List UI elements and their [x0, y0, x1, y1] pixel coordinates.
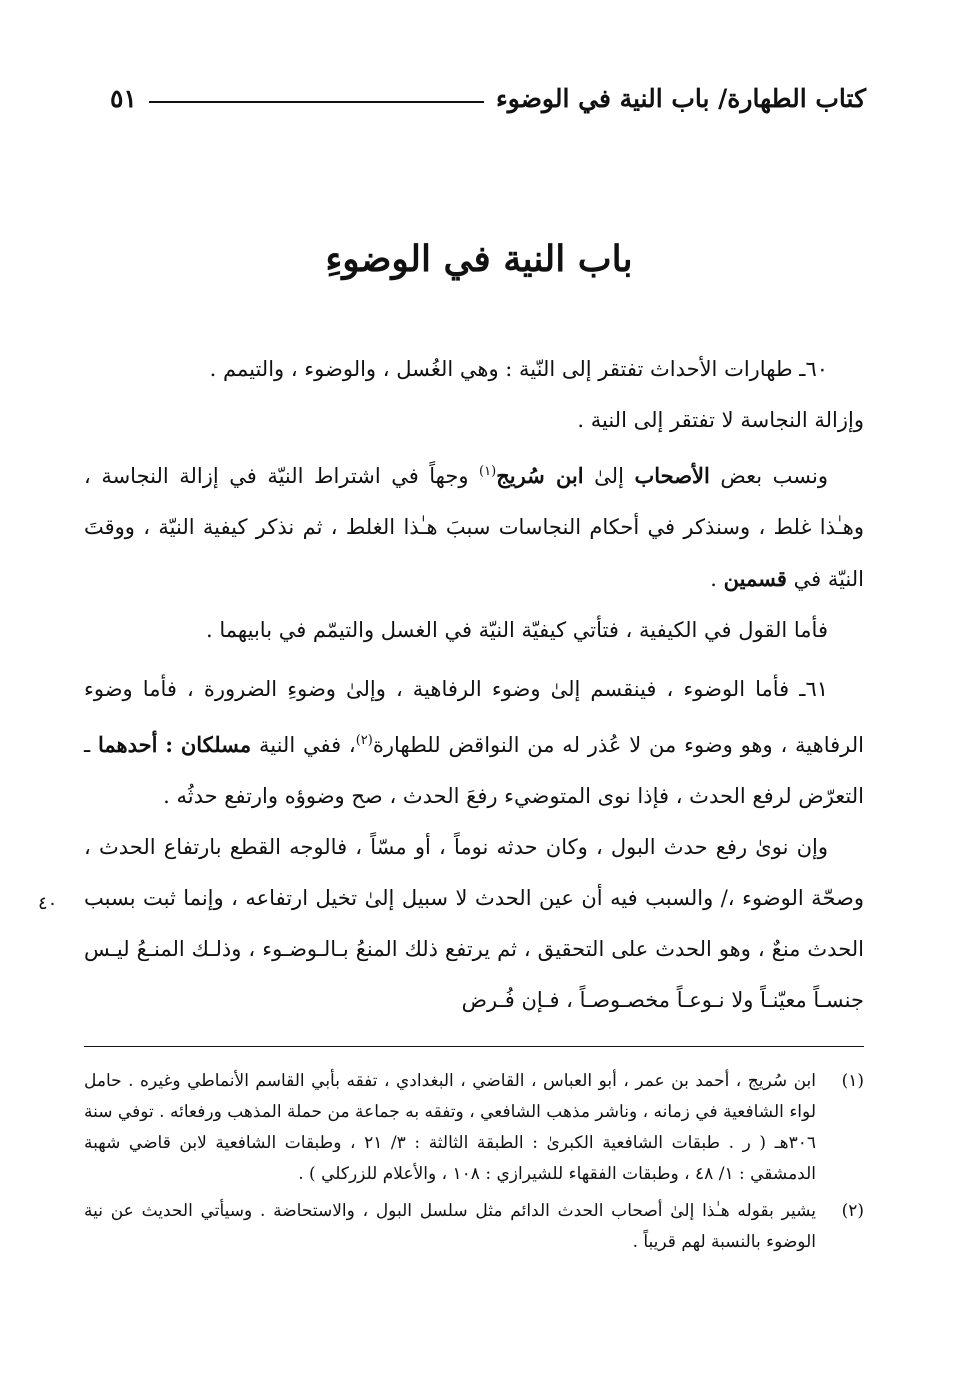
attribution-qismayn: قسمين — [723, 566, 787, 591]
p-bawl-line4: بـالـوضـوء ، وذلـك المنـعُ ليـس جنسـاً معيّنـاً ولا نـوعـاً مخصـوصـاً ، فـإن فُـرض — [84, 937, 864, 1012]
paragraph-61 — [84, 664, 864, 822]
p-bawl-line2: الحدث ، وصحّة الوضوء ،/ والسبب فيه أن عين الحدث لا سبيل إلىٰ تخيل ارتفاعه ، — [84, 835, 864, 910]
running-header — [110, 78, 866, 118]
header-rule — [149, 101, 484, 103]
footnote-2 — [84, 1196, 864, 1258]
chapter-title: باب النية في الوضوءِ — [325, 238, 633, 280]
attribution-line2: وهـٰذا غلط ، وسنذكر في أحكام النجاسات سببَ هـٰذا الغلط ، ثم نذكر كيفية النيّة ، — [143, 515, 864, 539]
footnote-ref-1[interactable]: (١) — [479, 464, 497, 479]
page-number: ٥١ — [110, 83, 137, 113]
p-bawl-line1: وإن نوىٰ رفع حدث البول ، وكان حدثه نوماً ، أو مسّاً ، فالوجه القطع بارتفاع — [163, 835, 828, 859]
footnote-text: ابن سُريج ، أحمد بن عمر ، أبو العباس ، القاضي ، البغدادي ، تفقه بأبي القاسم الأنماطي وغيره . حامل لواء الشافعية في زمانه ، وناشر مذهب الشافعي ، وتفقه به جماعة من حملة المذهب ورفعائه . توفي سنة ٣٠٦هـ ( ر . طبقات الشافعية الكبرىٰ : الطبقة الثالثة : ٣/ ٢١ ، وطبقات الشافعية لابن قاضي شهبة الدمشقي : ١/ ٤٨ ، وطبقات الفقهاء للشيرازي : ١٠٨ ، والأعلام للزركلي ) . — [84, 1071, 816, 1184]
footnote-number: (٢) — [841, 1201, 864, 1221]
footnote-text: يشير بقوله هـٰذا إلىٰ أصحاب الحدث الدائم مثل سلسل البول ، والاستحاضة . وسيأتي الحديث عن نية الوضوء بالنسبة لهم قريباً . — [84, 1201, 816, 1252]
paragraph-kayfiyya: فأما القول في الكيفية ، فتأتي كيفيّة النيّة في الغسل والتيمّم في بابيهما . — [206, 618, 828, 642]
p61-maslakan: مسلكان — [180, 732, 252, 757]
attribution-line3-pre: ووقتَ النيّة في — [84, 515, 864, 591]
footnote-rule — [84, 1046, 864, 1047]
p61-colon: : — [165, 732, 173, 757]
footnote-1 — [84, 1066, 864, 1190]
attribution-line3-post: . — [710, 567, 717, 591]
main-text — [84, 344, 864, 1026]
paragraph-attribution — [84, 446, 864, 605]
paragraph-60: ٦٠ـ طهارات الأحداث تفتقر إلى النّية : وهي الغُسل ، والوضوء ، والتيمم . — [209, 357, 828, 381]
running-title: كتاب الطهارة/ باب النية في الوضوء — [496, 83, 866, 113]
paragraph-niyya-bawl — [84, 822, 864, 1026]
p61-line1: ٦١ـ فأما الوضوء ، فينقسم إلىٰ وضوء الرفاهية ، وإلىٰ وضوءِ الضرورة ، فأما — [142, 677, 828, 701]
attribution-pre: ونسب بعض — [720, 464, 828, 488]
margin-number: ٤٠ — [38, 893, 58, 914]
p61-line2-end: ، ففي النية — [258, 733, 356, 757]
footnote-ref-2[interactable]: (٢) — [355, 733, 373, 748]
p61-ahaduhuma: أحدهما — [97, 732, 158, 757]
p-bawl-line3: وإنما ثبت بسبب الحدث منعٌ ، وهو الحدث على التحقيق ، ثم يرتفع ذلك المنعُ — [84, 886, 864, 961]
p61-line2: وضوء الرفاهية ، وهو وضوء من لا عُذر له من النواقض للطهارة — [84, 677, 864, 757]
attribution-ashab: الأصحاب — [634, 463, 710, 488]
p61-line4: وضوؤه وارتفع حدثُه . — [163, 784, 345, 808]
footnote-number: (١) — [841, 1071, 864, 1091]
p61-line3: ـ التعرّض لرفع الحدث ، فإذا نوى المتوضيء رفعَ الحدث ، صح — [84, 733, 864, 808]
attribution-ibn-surayj: ابن سُريج — [496, 463, 584, 488]
attribution-mid: إلىٰ — [594, 464, 624, 488]
attribution-post: وجهاً في اشتراط النيّة في إزالة النجاسة ، — [84, 464, 469, 488]
paragraph-60-cont: وإزالة النجاسة لا تفتقر إلى النية . — [577, 408, 864, 432]
footnotes — [84, 1066, 864, 1264]
